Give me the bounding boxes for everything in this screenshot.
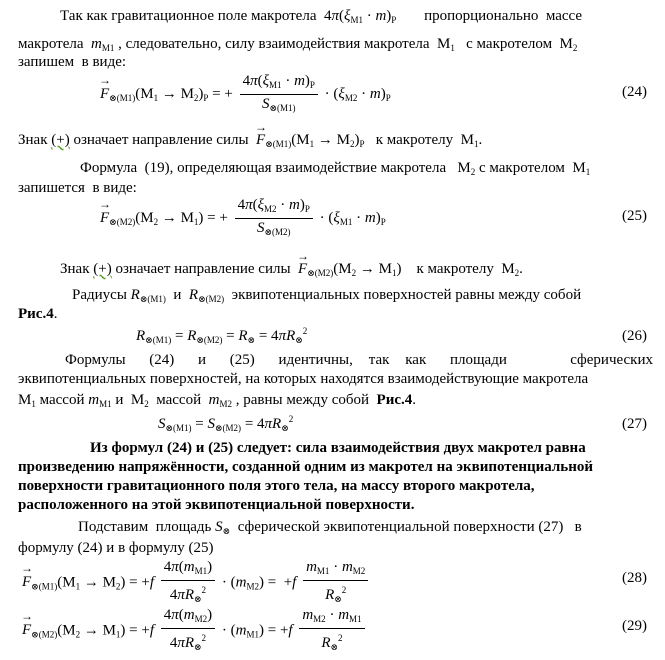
equation-number-29: (29) [622,618,647,634]
paragraph-1-line-2: макротела $m_{М1}$ , следовательно, силу взаимодействия макротела $М_1$ с макротелом $М_2$ [18,36,578,53]
formula-25: → $F_{\otimes(М2)}(М_2 \to М_1)$ = + $\frac{4\pi(\xi_{М2} \cdot m)_Р}{S_{\otimes(М2)}}$ · $(\xi_{М1} \cdot m)_Р$ [100,196,386,241]
radii-line-2: Рис.4. [18,306,58,322]
equation-number-25: (25) [622,208,647,224]
formula-24: → $F_{\otimes(М1)}(М_1 \to М_2)_Р$ = + $\frac{4\pi(\xi_{М1} \cdot m)_Р}{S_{\otimes(М1)}}$ · $(\xi_{М2} \cdot m)_Р$ [100,72,391,117]
substitute-line-2: формулу (24) и в формулу (25) [18,540,214,556]
formula-27: $S_{\otimes(М1)} = S_{\otimes(М2)} = 4\pi R_\otimes^2$ [158,414,294,433]
sign-note-1: Знак (+) означает направление силы → $F_{\otimes(М1)}(М_1 \to М_2)_Р$ к макротелу $М_1$. [18,130,653,154]
identical-line-2: эквипотенциальных поверхностей, на которых находятся взаимодействующие макротела [18,371,589,387]
formula-28: → $F_{\otimes(М1)}(М_1 \to М_2) = +f$ $\frac{4\pi(m_{М1})}{4\pi R_\otimes^2}$ · $(m_{М2}) = +f$ $\frac{m_{М1} \cdot m_{М2}}{R_\otimes^2}$ [22,558,371,608]
paragraph-2-line-1: Формула (19), определяющая взаимодействие макротела $М_2$ с макротелом $М_1$ [80,160,591,177]
sign-note-2: Знак (+) означает направление силы → $F_{\otimes(М2)}(М_2 \to М_1)$ к макротелу $М_2$. [60,259,653,283]
conclusion-line-2: произведению напряжённости, созданной одним из макротел на эквипотенциальной [18,459,594,475]
fig-ref-1: Рис.4 [18,306,54,322]
radii-line-1: Радиусы $R_{\otimes(М1)}$ и $R_{\otimes(М2)}$ эквипотенциальных поверхностей равны между собой [72,287,582,304]
paragraph-1-line-1: Так как гравитационное поле макротела $4\pi(\xi_{М1} \cdot m)_Р$ пропорционально массе [60,8,583,25]
equation-number-28: (28) [622,570,647,586]
paragraph-1-line-3: запишем в виде: [18,54,127,70]
equation-number-27: (27) [622,416,647,432]
paragraph-2-line-2: запишется в виде: [18,180,137,196]
fig-ref-2: Рис.4 [376,392,413,408]
conclusion-line-3: поверхности гравитационного поля этого тела, на массу второго макротела, [18,478,535,494]
formula-26: $R_{\otimes(М1)} = R_{\otimes(М2)} = R_\otimes = 4\pi R_\otimes^2$ [136,326,308,345]
identical-line-1: Формулы (24) и (25) идентичны, так как площади сферических [65,352,653,368]
equation-number-24: (24) [622,84,647,100]
conclusion-line-1: Из формул (24) и (25) следует: сила взаимодействия двух макротел равна [90,440,586,456]
formula-29: → $F_{\otimes(М2)}(М_2 \to М_1) = +f$ $\frac{4\pi(m_{М2})}{4\pi R_\otimes^2}$ · $(m_{М1}) = +f$ $\frac{m_{М2} \cdot m_{М1}}{R_\otimes^2}$ [22,606,368,656]
substitute-line-1: Подставим площадь $S_\otimes$ сферической эквипотенциальной поверхности (27) в [78,519,582,536]
identical-line-3: $М_1$ массой $m_{М1}$ и $М_2$ массой $m_{М2}$ , равны между собой Рис.4. [18,392,416,409]
conclusion-line-4: расположенного на этой эквипотенциальной поверхности. [18,497,415,513]
equation-number-26: (26) [622,328,647,344]
